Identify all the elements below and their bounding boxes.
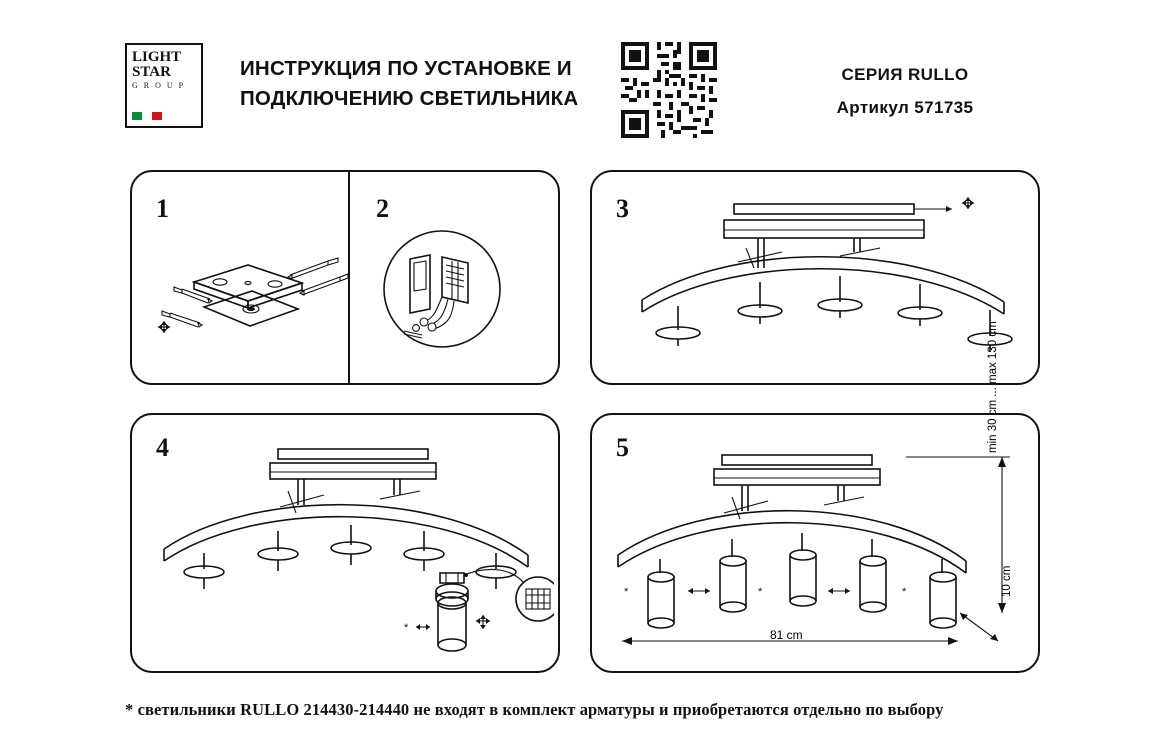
step-1-illustration: [152, 227, 348, 377]
step-number-3: 3: [616, 194, 629, 223]
qr-code-icon: [621, 42, 717, 138]
panel-divider: [348, 172, 350, 383]
logo-line-1: LIGHT: [132, 49, 182, 65]
step-number-5: 5: [616, 433, 629, 462]
step-number-1: 1: [156, 194, 169, 223]
step-2-illustration: [364, 227, 554, 377]
logo-line-3: G R O U P: [132, 81, 186, 90]
footnote: * светильники RULLO 214430-214440 не входят в комплект арматуры и приобретаются отдельно по выбору: [125, 700, 944, 719]
dimension-depth-label: 10 cm: [1001, 565, 1013, 597]
page-title-line-2: ПОДКЛЮЧЕНИЮ СВЕТИЛЬНИКА: [240, 87, 579, 110]
logo-line-2: STAR: [132, 64, 171, 80]
panel-step-3: [590, 170, 1040, 385]
step-5-illustration: [606, 427, 1034, 667]
dimension-width-label: 81 cm: [770, 628, 803, 642]
page-title: [240, 54, 620, 114]
step-number-2: 2: [376, 194, 389, 223]
header: [125, 40, 1045, 135]
page-title-line-1: ИНСТРУКЦИЯ ПО УСТАНОВКЕ И: [240, 57, 572, 80]
dimension-height-label: min 30 cm ... max 130 cm: [987, 321, 999, 453]
step-3-illustration: [612, 190, 1038, 380]
brand-logo: [125, 43, 203, 128]
step-number-4: 4: [156, 433, 169, 462]
series-label: СЕРИЯ RULLO: [841, 65, 969, 84]
svg-text:*: *: [404, 622, 409, 634]
panel-step-4: [130, 413, 560, 673]
svg-text:*: *: [902, 586, 907, 598]
article-label: Артикул 571735: [836, 98, 974, 117]
step-4-illustration: [146, 427, 554, 667]
product-info: [765, 58, 1045, 124]
svg-text:*: *: [624, 586, 629, 598]
panel-step-5: [590, 321, 1040, 673]
italy-flag-icon: [132, 112, 162, 120]
svg-text:*: *: [758, 586, 763, 598]
panel-steps-1-2: [130, 170, 560, 385]
